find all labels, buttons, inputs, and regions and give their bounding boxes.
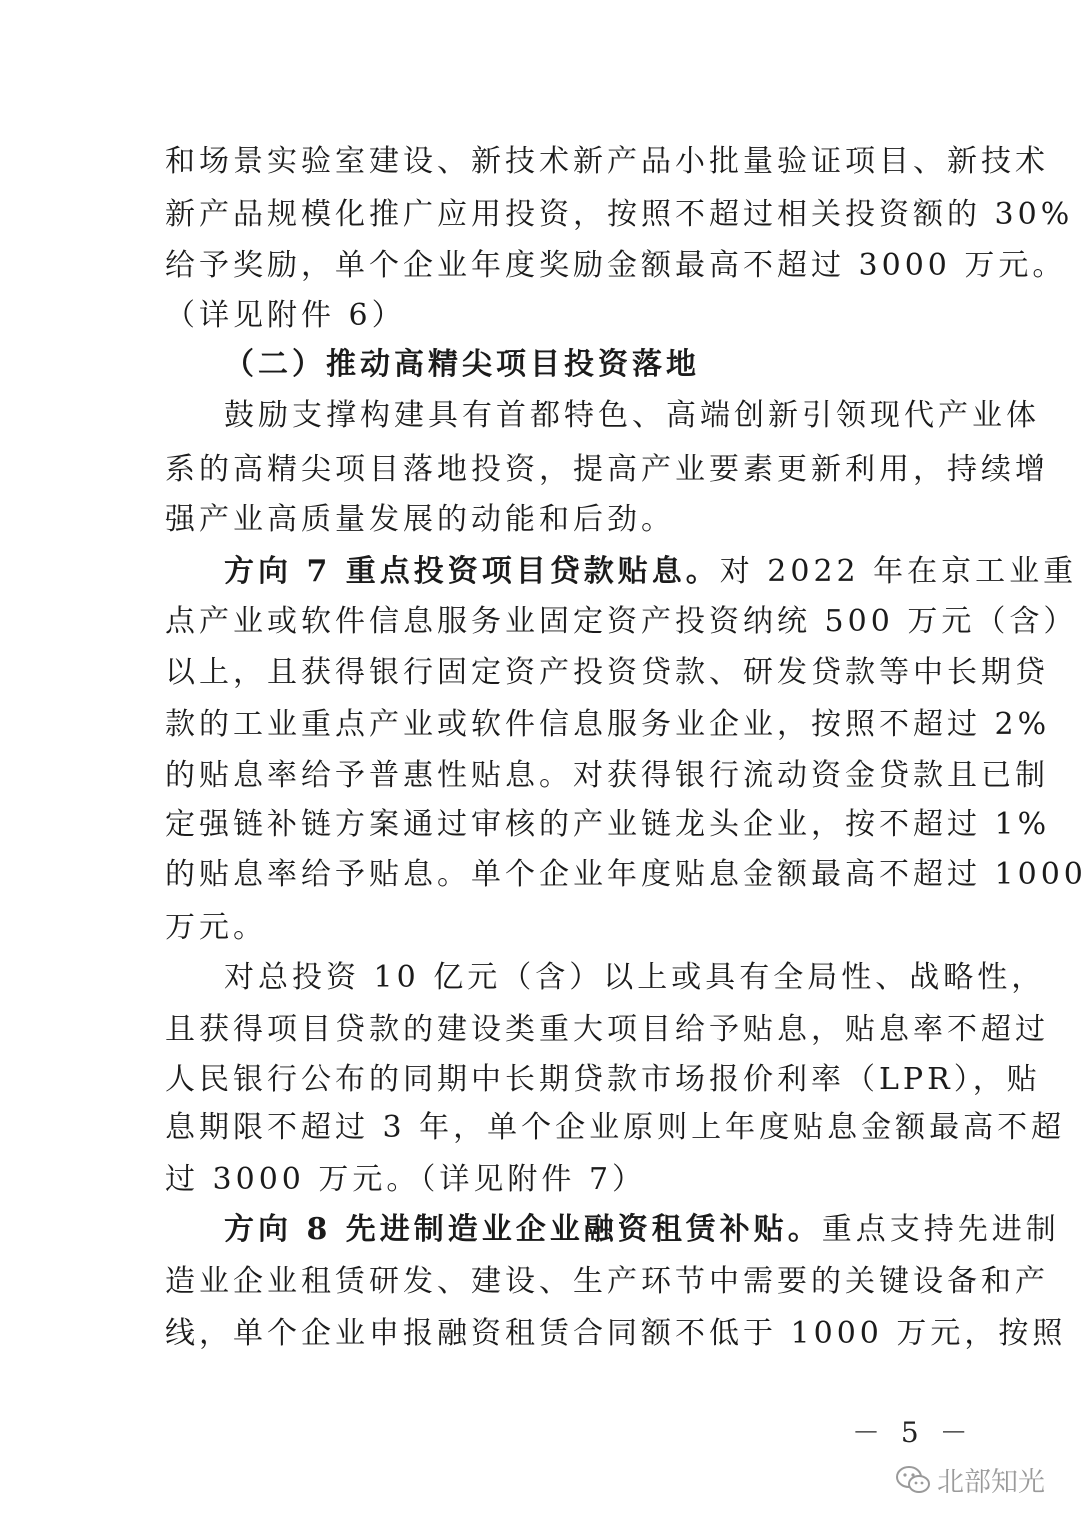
body-line: 新产品规模化推广应用投资，按照不超过相关投资额的 30% (165, 197, 1074, 232)
body-line: 鼓励支撑构建具有首都特色、高端创新引领现代产业体 (224, 398, 1040, 433)
body-line: 给予奖励，单个企业年度奖励金额最高不超过 3000 万元。 (165, 248, 1067, 283)
body-text: 重点支持先进制 (821, 1212, 1060, 1247)
section-heading: （二）推动高精尖项目投资落地 (224, 347, 700, 382)
body-line: 息期限不超过 3 年，单个企业原则上年度贴息金额最高不超 (165, 1110, 1066, 1145)
body-line: （详见附件 6） (165, 298, 406, 333)
body-line: 万元。 (165, 910, 267, 945)
body-line: 且获得项目贷款的建设类重大项目给予贴息，贴息率不超过 (165, 1012, 1049, 1047)
page-number: － 5 － (852, 1416, 974, 1449)
body-line: 定强链补链方案通过审核的产业链龙头企业，按不超过 1% (165, 807, 1051, 842)
body-line: 和场景实验室建设、新技术新产品小批量验证项目、新技术 (165, 144, 1049, 179)
body-line: 的贴息率给予普惠性贴息。对获得银行流动资金贷款且已制 (165, 758, 1049, 793)
direction-7-paragraph-start (224, 552, 1078, 592)
direction-8-paragraph-start (224, 1210, 1060, 1250)
wechat-icon (895, 1464, 931, 1496)
body-line: 强产业高质量发展的动能和后劲。 (165, 502, 675, 537)
body-line: 的贴息率给予贴息。单个企业年度贴息金额最高不超过 1000 (165, 857, 1087, 892)
watermark-text: 北部知光 (937, 1467, 1045, 1498)
body-line: 款的工业重点产业或软件信息服务业企业，按照不超过 2% (165, 707, 1051, 742)
body-line: 人民银行公布的同期中长期贷款市场报价利率（LPR），贴 (165, 1062, 1041, 1097)
direction-8-heading: 方向 8 先进制造业企业融资租赁补贴。 (224, 1212, 822, 1247)
body-line: 过 3000 万元。（详见附件 7） (165, 1162, 647, 1197)
body-line: 以上，且获得银行固定资产投资贷款、研发贷款等中长期贷 (165, 655, 1049, 690)
body-text: 对 2022 年在京工业重 (719, 554, 1078, 589)
body-line: 对总投资 10 亿元（含）以上或具有全局性、战略性， (224, 960, 1046, 995)
body-line: 系的高精尖项目落地投资，提高产业要素更新利用，持续增 (165, 452, 1049, 487)
body-line: 点产业或软件信息服务业固定资产投资纳统 500 万元（含） (165, 604, 1078, 639)
watermark (895, 1460, 1045, 1499)
body-line: 造业企业租赁研发、建设、生产环节中需要的关键设备和产 (165, 1264, 1049, 1299)
body-line: 线，单个企业申报融资租赁合同额不低于 1000 万元，按照 (165, 1316, 1067, 1351)
direction-7-heading: 方向 7 重点投资项目贷款贴息。 (224, 554, 720, 589)
